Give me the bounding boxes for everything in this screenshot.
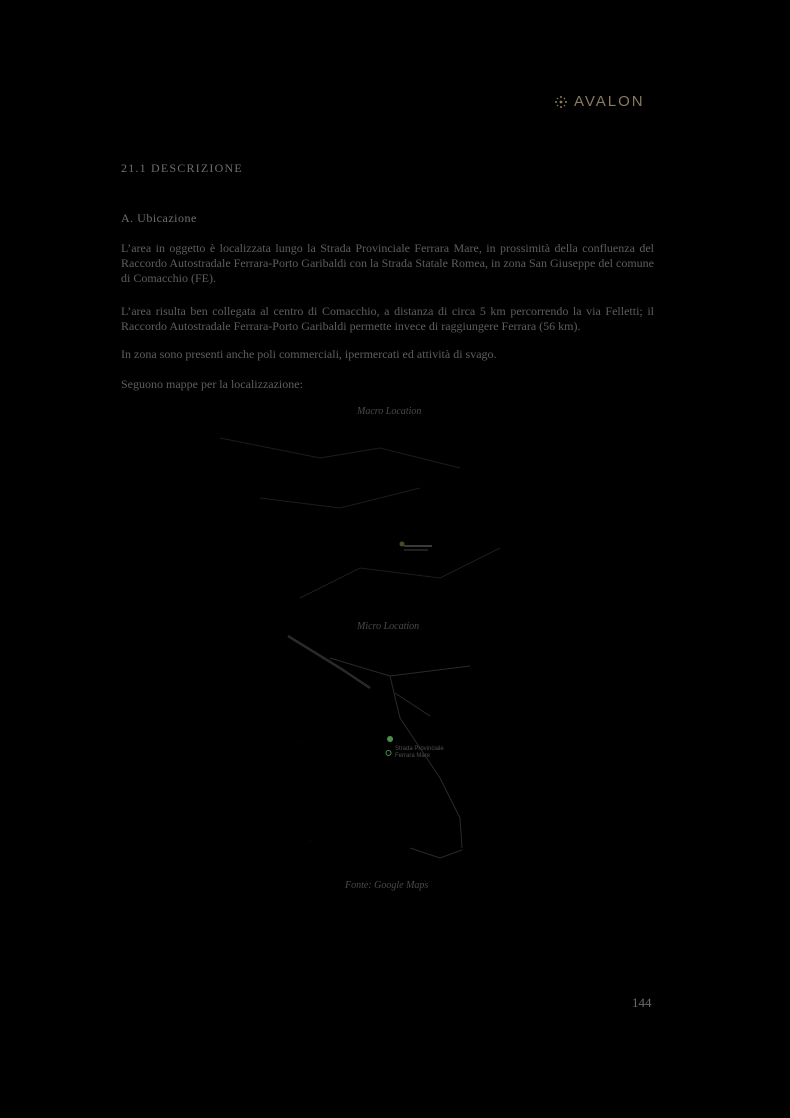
page-number: 144 <box>632 995 652 1010</box>
map-place-label: · <box>310 838 312 844</box>
paragraph-location: L’area in oggetto è localizzata lungo la Strada Provinciale Ferrara Mare, in prossimità della confluenza del Raccordo Autostradale Ferrara-Porto Garibaldi con la Strada Statale Romea, in zona San Giuseppe del comune di Comacchio (FE). <box>121 241 654 285</box>
brand-logo <box>552 93 645 110</box>
sparkle-icon <box>552 94 570 110</box>
micro-location-caption: Micro Location <box>357 621 420 632</box>
map-road-label: · <box>396 693 398 699</box>
paragraph-connections: L’area risulta ben collegata al centro di Comacchio, a distanza di circa 5 km percorrendo la via Felletti; il Raccordo Autostradale Ferrara-Porto Garibaldi permette invece di raggiungere Ferrara (56 km). <box>121 304 654 333</box>
map-pin-label <box>395 746 444 760</box>
source-caption: Fonte: Google Maps <box>345 880 429 891</box>
map-pin-label-line1: Strada Provinciale <box>395 746 444 752</box>
map-place-label: · <box>300 741 302 747</box>
section-subtitle: A. Ubicazione <box>121 211 197 225</box>
macro-location-caption: Macro Location <box>357 406 422 417</box>
micro-pin-marker <box>386 736 393 755</box>
macro-pin-marker <box>400 542 433 551</box>
logo-text: AVALON <box>574 93 645 110</box>
paragraph-commerce: In zona sono presenti anche poli commerciali, ipermercati ed attività di svago. <box>121 347 497 361</box>
section-title: 21.1 DESCRIZIONE <box>121 161 243 175</box>
paragraph-maps-intro: Seguono mappe per la localizzazione: <box>121 377 303 391</box>
map-pin-label-line2: Ferrara Mare <box>395 753 431 759</box>
macro-map <box>220 438 500 598</box>
location-maps <box>200 418 580 878</box>
